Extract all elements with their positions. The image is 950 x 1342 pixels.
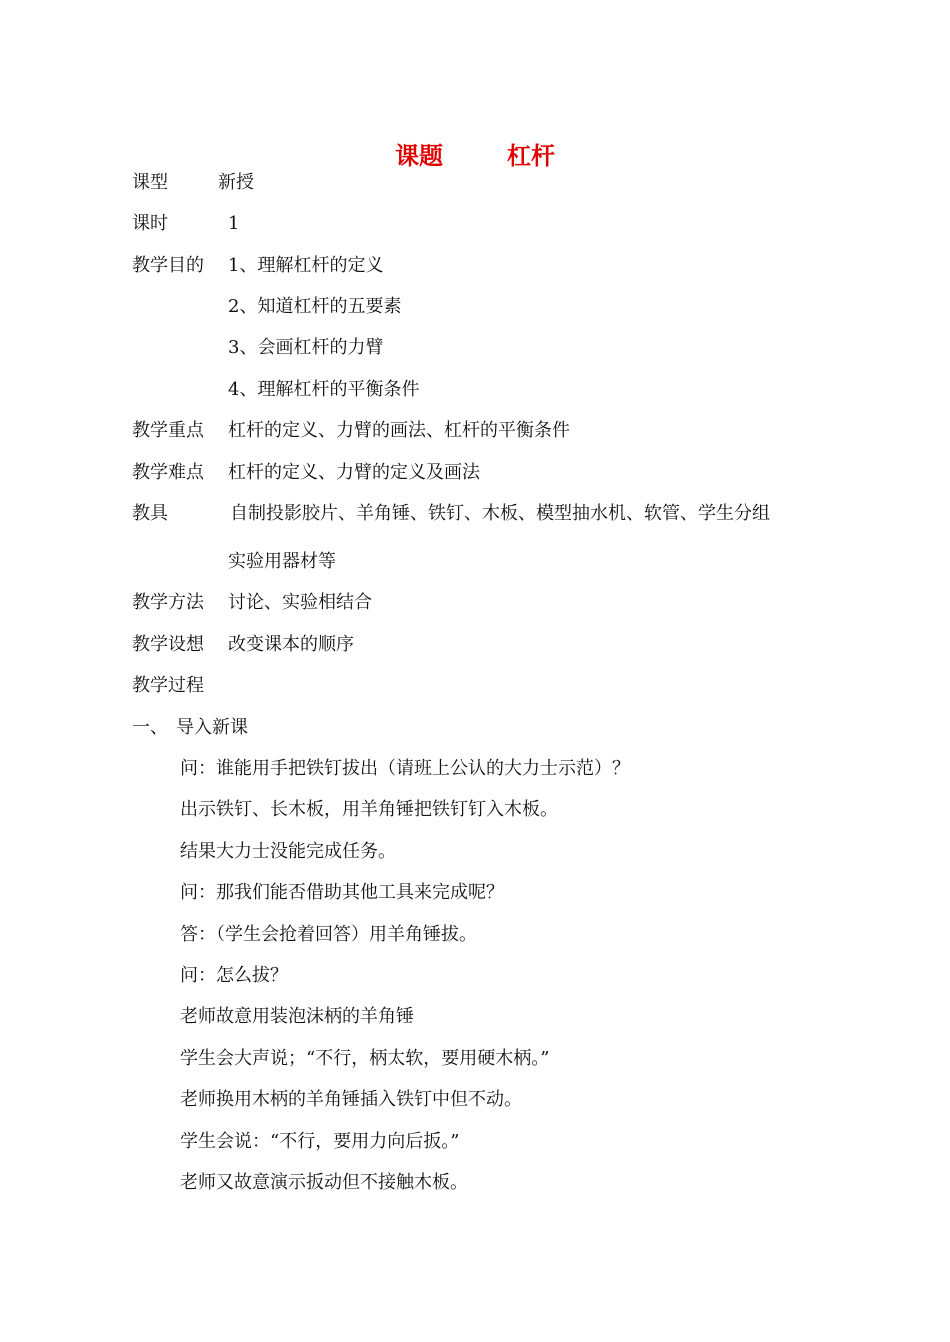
tools-value-line-1: 自制投影胶片、羊角锤、铁钉、木板、模型抽水机、软管、学生分组 <box>230 503 770 524</box>
tools-value-line-2: 实验用器材等 <box>228 551 336 572</box>
process-label: 教学过程 <box>132 675 204 696</box>
paragraph-line: 出示铁钉、长木板，用羊角锤把铁钉钉入木板。 <box>180 799 558 820</box>
title-part-2: 杠杆 <box>507 142 555 170</box>
hours-label: 课时 <box>132 213 168 234</box>
type-label: 课型 <box>132 172 168 193</box>
key-value: 杠杆的定义、力臂的画法、杠杆的平衡条件 <box>228 420 570 441</box>
type-value: 新授 <box>218 172 254 193</box>
goal-item: 3、会画杠杆的力臂 <box>228 337 384 358</box>
difficult-value: 杠杆的定义、力臂的定义及画法 <box>228 462 480 483</box>
section-heading-number: 一、 <box>132 717 168 738</box>
paragraph-line: 老师换用木柄的羊角锤插入铁钉中但不动。 <box>180 1089 522 1110</box>
goal-item: 2、知道杠杆的五要素 <box>228 296 402 317</box>
tools-label: 教具 <box>132 503 168 524</box>
goal-item: 4、理解杠杆的平衡条件 <box>228 379 420 400</box>
title-part-1: 课题 <box>395 142 443 170</box>
difficult-label: 教学难点 <box>132 462 204 483</box>
method-label: 教学方法 <box>132 592 204 613</box>
paragraph-line: 老师又故意演示扳动但不接触木板。 <box>180 1172 468 1193</box>
paragraph-line: 学生会说：“不行，要用力向后扳。” <box>180 1131 460 1152</box>
paragraph-line: 问：怎么拔？ <box>180 965 288 986</box>
paragraph-line: 问：谁能用手把铁钉拔出（请班上公认的大力士示范）？ <box>180 758 630 779</box>
design-value: 改变课本的顺序 <box>228 634 354 655</box>
paragraph-line: 学生会大声说；“不行，柄太软，要用硬木柄。” <box>180 1048 550 1069</box>
goal-label: 教学目的 <box>132 255 204 276</box>
paragraph-line: 答：（学生会抢着回答）用羊角锤拔。 <box>180 924 477 945</box>
section-heading: 导入新课 <box>176 717 248 738</box>
lesson-title <box>0 136 950 171</box>
paragraph-line: 结果大力士没能完成任务。 <box>180 841 396 862</box>
method-value: 讨论、实验相结合 <box>228 592 372 613</box>
paragraph-line: 老师故意用装泡沫柄的羊角锤 <box>180 1006 414 1027</box>
design-label: 教学设想 <box>132 634 204 655</box>
goal-item: 1、理解杠杆的定义 <box>228 255 384 276</box>
paragraph-line: 问：那我们能否借助其他工具来完成呢？ <box>180 882 504 903</box>
key-label: 教学重点 <box>132 420 204 441</box>
hours-value: 1 <box>228 213 240 234</box>
